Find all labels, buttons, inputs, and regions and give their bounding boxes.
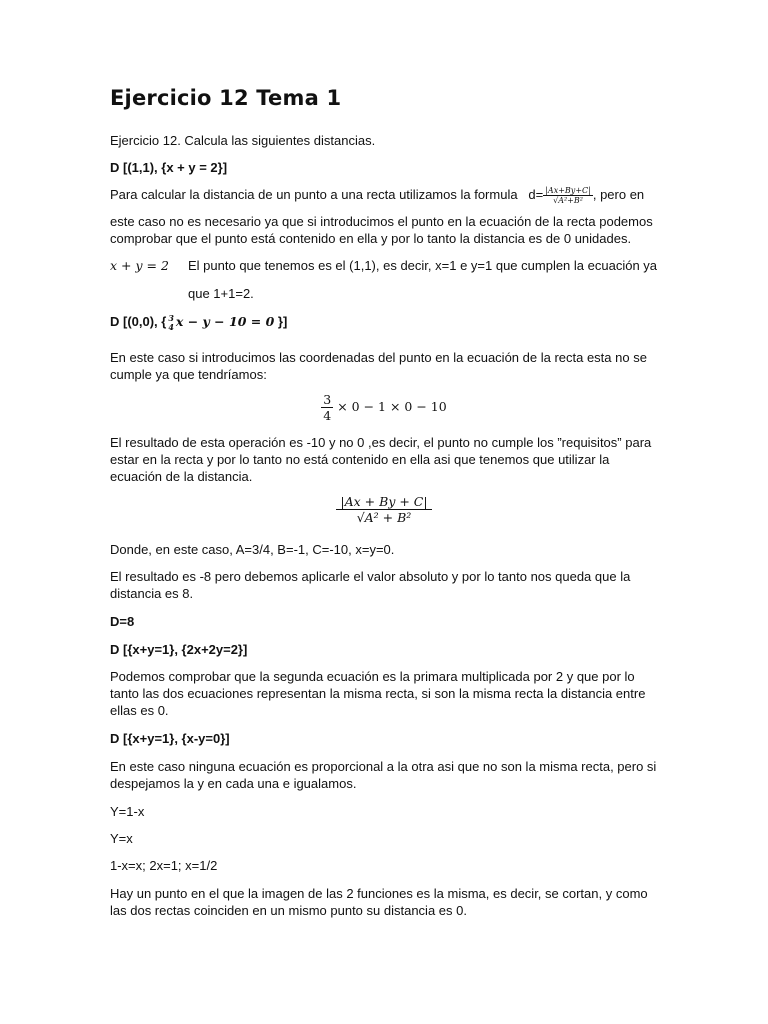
section-1-paragraph (110, 186, 658, 205)
section-2-text-b: El resultado de esta operación es -10 y no 0 ,es decir, el punto no cumple los ”requisitos” para estar en la recta y por lo tanto no está contenido en ella asi que tenemos que utilizar la ecuación de la distancia. (110, 435, 652, 484)
inline-fraction-numerator: |Ax+By+C| (545, 186, 591, 196)
section-2-heading-fraction (166, 314, 176, 332)
section-2-heading-suffix: }] (277, 314, 288, 329)
display-fraction-denominator: √A² + B² (356, 510, 412, 525)
section-2-heading (110, 313, 658, 332)
distance-formula-inline (528, 186, 592, 206)
section-2-result: D=8 (110, 614, 135, 629)
inline-fraction-denominator: √A²+B² (553, 196, 583, 206)
calculation-fraction (321, 392, 333, 423)
distance-formula-display (110, 494, 658, 525)
heading-fraction-numerator: 3 (168, 312, 174, 323)
section-1-text-c: este caso no es necesario ya que si introducimos el punto en la ecuación de la recta podemos comprobar que el punto está contenido en ella y por lo tanto la distancia es de 0 unidades. (110, 214, 653, 246)
display-fraction (336, 494, 431, 525)
inline-fraction (543, 186, 593, 205)
section-1-eq-text: El punto que tenemos es el (1,1), es decir, x=1 e y=1 que cumplen la ecuación ya (188, 258, 658, 273)
display-fraction-numerator: |Ax + By + C| (336, 494, 431, 510)
section-2-text-a: En este caso si introducimos las coordenadas del punto en la ecuación de la recta esta no se cumple ya que tendríamos: (110, 350, 647, 382)
calculation-fraction-denominator: 4 (323, 408, 332, 423)
section-1-eq-text-2: que 1+1=2. (188, 286, 254, 301)
section-1-text-a: Para calcular la distancia de un punto a una recta utilizamos la formula (110, 187, 518, 202)
section-4-text-end: Hay un punto en el que la imagen de las 2 funciones es la misma, es decir, se cortan, y como las dos rectas coinciden en un mismo punto su distancia es 0. (110, 886, 648, 918)
section-1-text-b: , pero en (592, 187, 645, 202)
formula-prefix: d= (528, 187, 544, 202)
calculation-fraction-numerator: 3 (323, 392, 332, 407)
intro-text: Ejercicio 12. Calcula las siguientes distancias. (110, 133, 376, 148)
section-2-text-d: El resultado es -8 pero debemos aplicarle el valor absoluto y por lo tanto nos queda que la distancia es 8. (110, 569, 631, 601)
section-4-heading: D [{x+y=1}, {x-y=0}] (110, 731, 230, 746)
section-4-text: En este caso ninguna ecuación es proporcional a la otra asi que no son la misma recta, pero si despejamos la y en cada una e igualamos. (110, 759, 657, 791)
section-1-equation: x + y = 2 (110, 258, 169, 273)
section-2-heading-equation: x − y − 10 = 0 (175, 314, 275, 329)
section-4-line-2: Y=x (110, 831, 133, 846)
section-4-line-3: 1-x=x; 2x=1; x=1/2 (110, 858, 218, 873)
section-2-text-c: Donde, en este caso, A=3/4, B=-1, C=-10, x=y=0. (110, 542, 395, 557)
heading-fraction-denominator: 4 (168, 321, 174, 332)
section-1-heading: D [(1,1), {x + y = 2}] (110, 160, 228, 175)
page-title: Ejercicio 12 Tema 1 (110, 86, 342, 110)
calculation-rest: × 0 − 1 × 0 − 10 (337, 399, 447, 414)
section-3-heading: D [{x+y=1}, {2x+2y=2}] (110, 642, 248, 657)
section-4-line-1: Y=1-x (110, 804, 145, 819)
calculation-expression (110, 392, 658, 423)
section-3-text: Podemos comprobar que la segunda ecuación es la primara multiplicada por 2 y que por lo tanto las dos ecuaciones representan la misma recta, si son la misma recta la distancia entre ellas es 0. (110, 669, 646, 718)
section-2-heading-prefix: D [(0,0), { (110, 314, 167, 329)
